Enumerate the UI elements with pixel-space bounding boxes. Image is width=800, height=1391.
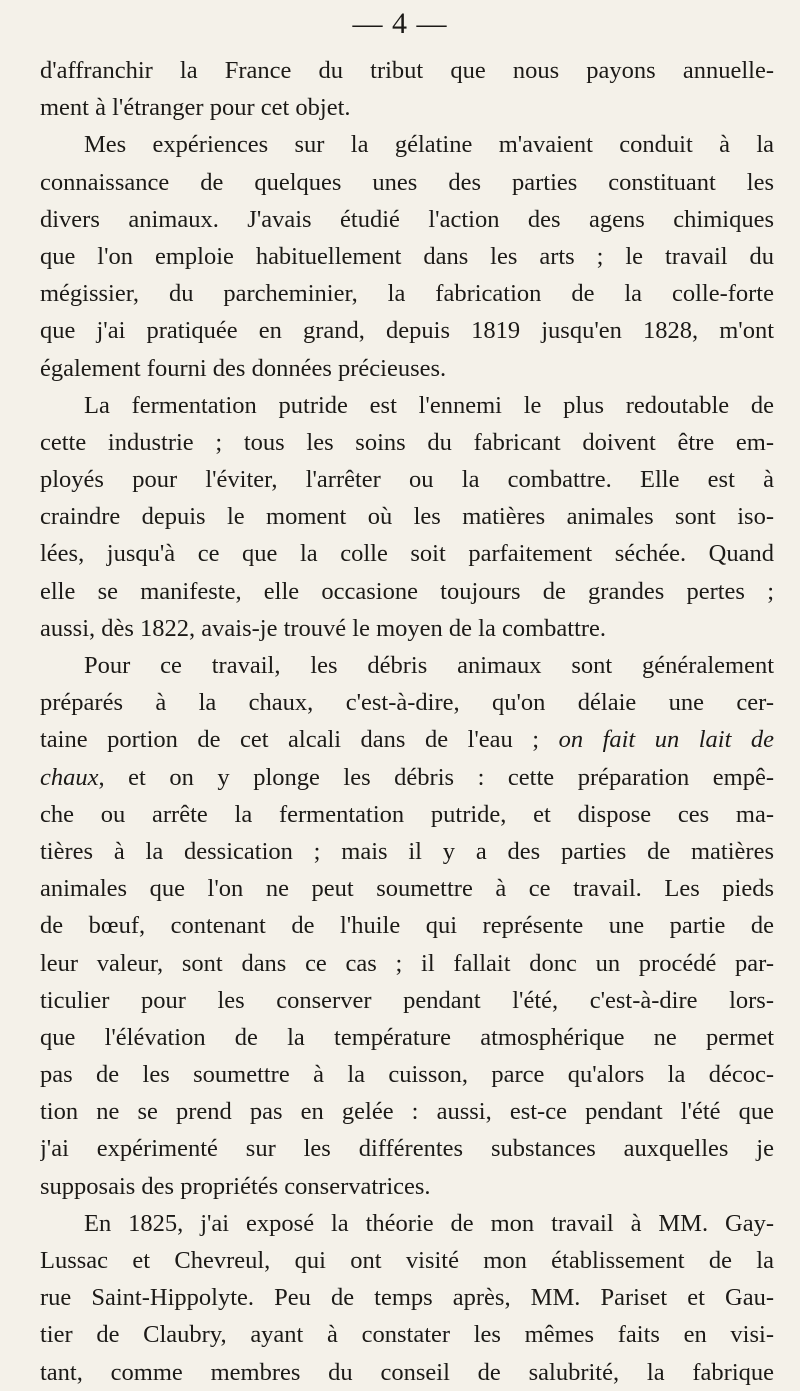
line-text: ployés pour l'éviter, l'arrêter ou la combattre. Elle est à	[40, 466, 774, 494]
text-line	[40, 945, 774, 982]
text-line	[40, 610, 774, 647]
line-text: connaissance de quelques unes des parties constituant les	[40, 168, 774, 196]
line-text: ment à l'étranger pour cet objet.	[40, 94, 351, 122]
text-line	[40, 1130, 774, 1167]
line-text: de bœuf, contenant de l'huile qui représente une partie de	[40, 912, 774, 940]
text-line	[40, 647, 774, 684]
line-text: lées, jusqu'à ce que la colle soit parfaitement séchée. Quand	[40, 540, 774, 568]
line-text: leur valeur, sont dans ce cas ; il fallait donc un procédé par-	[40, 949, 774, 977]
italic-phrase: on fait un lait de	[558, 726, 774, 754]
line-text: mégissier, du parcheminier, la fabrication de la colle-forte	[40, 280, 774, 308]
text-line	[40, 759, 774, 796]
text-line	[40, 907, 774, 944]
text-line	[40, 424, 774, 461]
line-text: également fourni des données précieuses.	[40, 354, 447, 382]
text-line	[40, 238, 774, 275]
line-text: que j'ai pratiquée en grand, depuis 1819 jusqu'en 1828, m'ont	[40, 317, 774, 345]
line-text: supposais des propriétés conservatrices.	[40, 1172, 431, 1200]
text-line	[40, 535, 774, 572]
line-text: , et on y plonge les débris : cette préparation empê-	[98, 763, 774, 791]
line-text: d'affranchir la France du tribut que nous payons annuelle-	[40, 57, 774, 84]
line-text: taine portion de cet alcali dans de l'eau ;	[40, 726, 559, 754]
text-line	[40, 1056, 774, 1093]
italic-phrase: chaux	[40, 763, 99, 791]
line-text: tier de Claubry, ayant à constater les mêmes faits en visi-	[40, 1321, 774, 1349]
line-text: j'ai expérimenté sur les différentes substances auxquelles je	[40, 1135, 774, 1163]
text-line	[40, 1316, 774, 1353]
text-line	[40, 870, 774, 907]
text-line	[40, 721, 774, 758]
line-text: cette industrie ; tous les soins du fabricant doivent être em-	[40, 428, 774, 456]
line-text: que l'élévation de la température atmosphérique ne permet	[40, 1023, 774, 1051]
line-text: que l'on emploie habituellement dans les arts ; le travail du	[40, 242, 774, 270]
line-text: Lussac et Chevreul, qui ont visité mon établissement de la	[40, 1247, 774, 1274]
text-line	[40, 982, 774, 1019]
text-line	[40, 1205, 774, 1242]
line-text: rue Saint-Hippolyte. Peu de temps après, MM. Pariset et Gau-	[40, 1284, 774, 1312]
line-text: craindre depuis le moment où les matières animales sont iso-	[40, 503, 774, 531]
text-line	[40, 275, 774, 312]
page-number: — 4 —	[352, 7, 448, 40]
text-line	[40, 201, 774, 238]
text-line	[40, 350, 774, 387]
text-line	[40, 52, 774, 89]
line-text: ticulier pour les conserver pendant l'été, c'est-à-dire lors-	[40, 986, 774, 1014]
text-line	[40, 312, 774, 349]
text-line	[40, 387, 774, 424]
line-text: tion ne se prend pas en gelée : aussi, est-ce pendant l'été que	[40, 1098, 774, 1126]
line-text: elle se manifeste, elle occasione toujours de grandes pertes ;	[40, 577, 774, 605]
text-line	[40, 833, 774, 870]
line-text: che ou arrête la fermentation putride, et dispose ces ma-	[40, 800, 774, 828]
text-line	[40, 684, 774, 721]
text-line	[40, 461, 774, 498]
text-line	[40, 164, 774, 201]
text-line	[40, 1354, 774, 1391]
text-line	[40, 1093, 774, 1130]
text-line	[40, 796, 774, 833]
body-text	[40, 52, 774, 1391]
line-text: préparés à la chaux, c'est-à-dire, qu'on délaie une cer-	[40, 689, 774, 717]
line-text: aussi, dès 1822, avais-je trouvé le moyen de la combattre.	[40, 614, 607, 642]
text-line	[40, 1019, 774, 1056]
text-line	[40, 126, 774, 163]
line-text: Mes expériences sur la gélatine m'avaient conduit à la	[84, 131, 774, 159]
text-line	[40, 1168, 774, 1205]
line-text: En 1825, j'ai exposé la théorie de mon travail à MM. Gay-	[84, 1209, 774, 1237]
text-line	[40, 89, 774, 126]
text-line	[40, 1242, 774, 1279]
line-text: animales que l'on ne peut soumettre à ce travail. Les pieds	[40, 875, 774, 903]
line-text: tières à la dessication ; mais il y a des parties de matières	[40, 837, 774, 865]
line-text: tant, comme membres du conseil de salubrité, la fabrique	[40, 1358, 774, 1386]
text-line	[40, 573, 774, 610]
line-text: pas de les soumettre à la cuisson, parce qu'alors la décoc-	[40, 1061, 774, 1089]
text-line	[40, 1279, 774, 1316]
line-text: La fermentation putride est l'ennemi le plus redoutable de	[84, 391, 774, 419]
text-line	[40, 498, 774, 535]
line-text: Pour ce travail, les débris animaux sont généralement	[84, 652, 774, 679]
line-text: divers animaux. J'avais étudié l'action des agens chimiques	[40, 205, 774, 233]
